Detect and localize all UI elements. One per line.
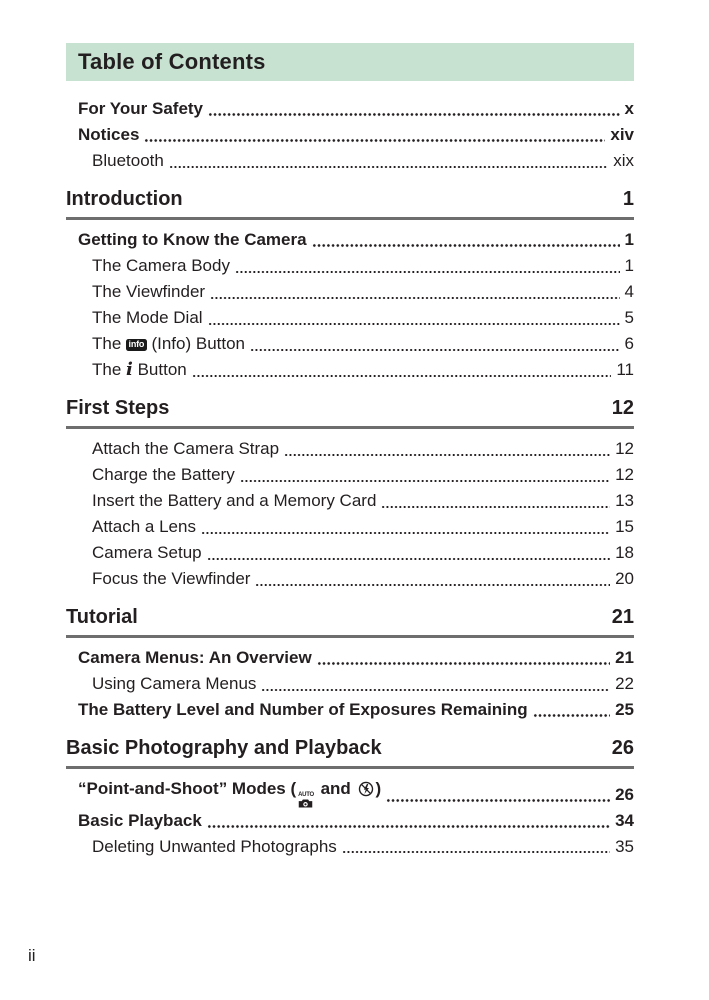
toc-entry-page: 12 <box>615 465 634 484</box>
dot-leader <box>143 122 605 148</box>
dot-leader <box>249 331 620 357</box>
toc-entry-label: The info (Info) Button <box>92 334 246 353</box>
toc-entry-page: 11 <box>616 360 634 379</box>
toc-entry <box>66 671 634 697</box>
toc-entry-page: 15 <box>615 517 634 536</box>
section-page: 21 <box>611 606 634 628</box>
section-title: First Steps <box>66 397 170 419</box>
section-rule <box>66 217 634 220</box>
section-introduction <box>66 184 634 383</box>
camera-icon <box>298 799 313 808</box>
flash-off-icon <box>358 781 374 797</box>
toc-entry <box>66 540 634 566</box>
toc-page <box>66 43 634 860</box>
toc-entry <box>66 566 634 592</box>
section-title: Tutorial <box>66 606 138 628</box>
dot-leader <box>168 148 608 174</box>
toc-entry-page: 5 <box>624 308 634 327</box>
toc-entry-label: Using Camera Menus <box>92 674 257 693</box>
toc-entry-info-button <box>66 331 634 357</box>
toc-entry-page: 21 <box>615 648 634 667</box>
section-title: Basic Photography and Playback <box>66 737 382 759</box>
toc-entry-page: 12 <box>615 439 634 458</box>
toc-entry-label: Camera Menus: An Overview <box>78 648 312 667</box>
toc-entry-page: x <box>624 99 634 118</box>
toc-entry <box>66 834 634 860</box>
dot-leader <box>283 436 610 462</box>
toc-entry-label: Bluetooth <box>92 151 164 170</box>
i-button-icon: i <box>126 359 133 380</box>
toc-entry-i-button <box>66 357 634 383</box>
dot-leader <box>206 808 610 834</box>
toc-entry <box>66 122 634 148</box>
toc-entry-label: Insert the Battery and a Memory Card <box>92 491 377 510</box>
dot-leader <box>206 540 610 566</box>
toc-entry-page: 20 <box>615 569 634 588</box>
toc-entry-page: 1 <box>624 230 634 249</box>
toc-entry-label: Notices <box>78 125 140 144</box>
section-header <box>66 602 634 632</box>
toc-entry-page: 4 <box>624 282 634 301</box>
dot-leader <box>254 566 610 592</box>
info-button-icon: info <box>126 339 147 351</box>
section-page: 1 <box>622 188 634 210</box>
toc-entry-page: 34 <box>615 810 634 830</box>
toc-entry-label: Attach a Lens <box>92 517 196 536</box>
toc-entry-label: The Mode Dial <box>92 308 203 327</box>
dot-leader <box>380 488 610 514</box>
dot-leader <box>234 253 620 279</box>
toc-entry <box>66 253 634 279</box>
toc-entry-label: Camera Setup <box>92 543 202 562</box>
toc-entry-page: xiv <box>610 125 634 144</box>
section-title: Introduction <box>66 188 183 210</box>
section-rule <box>66 635 634 638</box>
section-header <box>66 733 634 763</box>
toc-entry <box>66 697 634 723</box>
toc-entry-label: The Camera Body <box>92 256 230 275</box>
toc-entry-page: 25 <box>615 700 634 719</box>
auto-mode-icon: AUTO <box>298 792 314 808</box>
page-header-band <box>66 43 634 81</box>
toc-entry-page: 13 <box>615 491 634 510</box>
dot-leader <box>311 227 620 253</box>
toc-entry-page: 22 <box>615 674 634 693</box>
toc-entry-label: Basic Playback <box>78 810 202 830</box>
dot-leader <box>209 279 619 305</box>
toc-entry-label: The Battery Level and Number of Exposures Remaining <box>78 700 528 719</box>
toc-entry <box>66 488 634 514</box>
section-rule <box>66 766 634 769</box>
toc-entry-label: Charge the Battery <box>92 465 235 484</box>
toc-entry-label: Deleting Unwanted Photographs <box>92 836 337 856</box>
dot-leader <box>532 697 610 723</box>
toc-entry-label: The i Button <box>92 359 187 380</box>
section-first-steps <box>66 393 634 592</box>
toc-entry-label: Focus the Viewfinder <box>92 569 251 588</box>
toc-entry-label: For Your Safety <box>78 99 204 118</box>
dot-leader <box>191 357 612 383</box>
dot-leader <box>316 645 610 671</box>
toc-entry <box>66 148 634 174</box>
toc-entry <box>66 279 634 305</box>
dot-leader <box>260 671 610 697</box>
dot-leader <box>239 462 610 488</box>
folio-page-number: ii <box>28 946 36 965</box>
toc-entry <box>66 96 634 122</box>
toc-entry-page: 1 <box>624 256 634 275</box>
section-page: 12 <box>611 397 634 419</box>
toc-entry-label: “Point-and-Shoot” Modes ( AUTO and ) <box>78 776 381 808</box>
toc-entry-label: Getting to Know the Camera <box>78 230 307 249</box>
dot-leader <box>207 96 620 122</box>
toc-entry <box>66 462 634 488</box>
toc-entry <box>66 514 634 540</box>
toc-entry-page: 6 <box>624 334 634 353</box>
toc-entry-page: xix <box>613 151 634 170</box>
toc-entry-label: Attach the Camera Strap <box>92 439 280 458</box>
section-rule <box>66 426 634 429</box>
toc-entry <box>66 436 634 462</box>
dot-leader <box>341 834 610 860</box>
section-basic-photography <box>66 733 634 860</box>
page-title: Table of Contents <box>78 49 266 74</box>
toc-entry-page: 35 <box>615 836 634 856</box>
toc-entry <box>66 227 634 253</box>
section-tutorial <box>66 602 634 723</box>
section-header <box>66 393 634 423</box>
toc-entry-page: 18 <box>615 543 634 562</box>
toc-entry <box>66 305 634 331</box>
toc-entry <box>66 808 634 834</box>
toc-entry-page: 26 <box>615 784 634 804</box>
section-page: 26 <box>611 737 634 759</box>
dot-leader <box>207 305 620 331</box>
dot-leader <box>385 782 610 808</box>
front-matter-entries <box>66 96 634 174</box>
toc-entry-point-and-shoot <box>66 776 634 808</box>
toc-entry-label: The Viewfinder <box>92 282 206 301</box>
section-header <box>66 184 634 214</box>
dot-leader <box>200 514 610 540</box>
toc-entry <box>66 645 634 671</box>
